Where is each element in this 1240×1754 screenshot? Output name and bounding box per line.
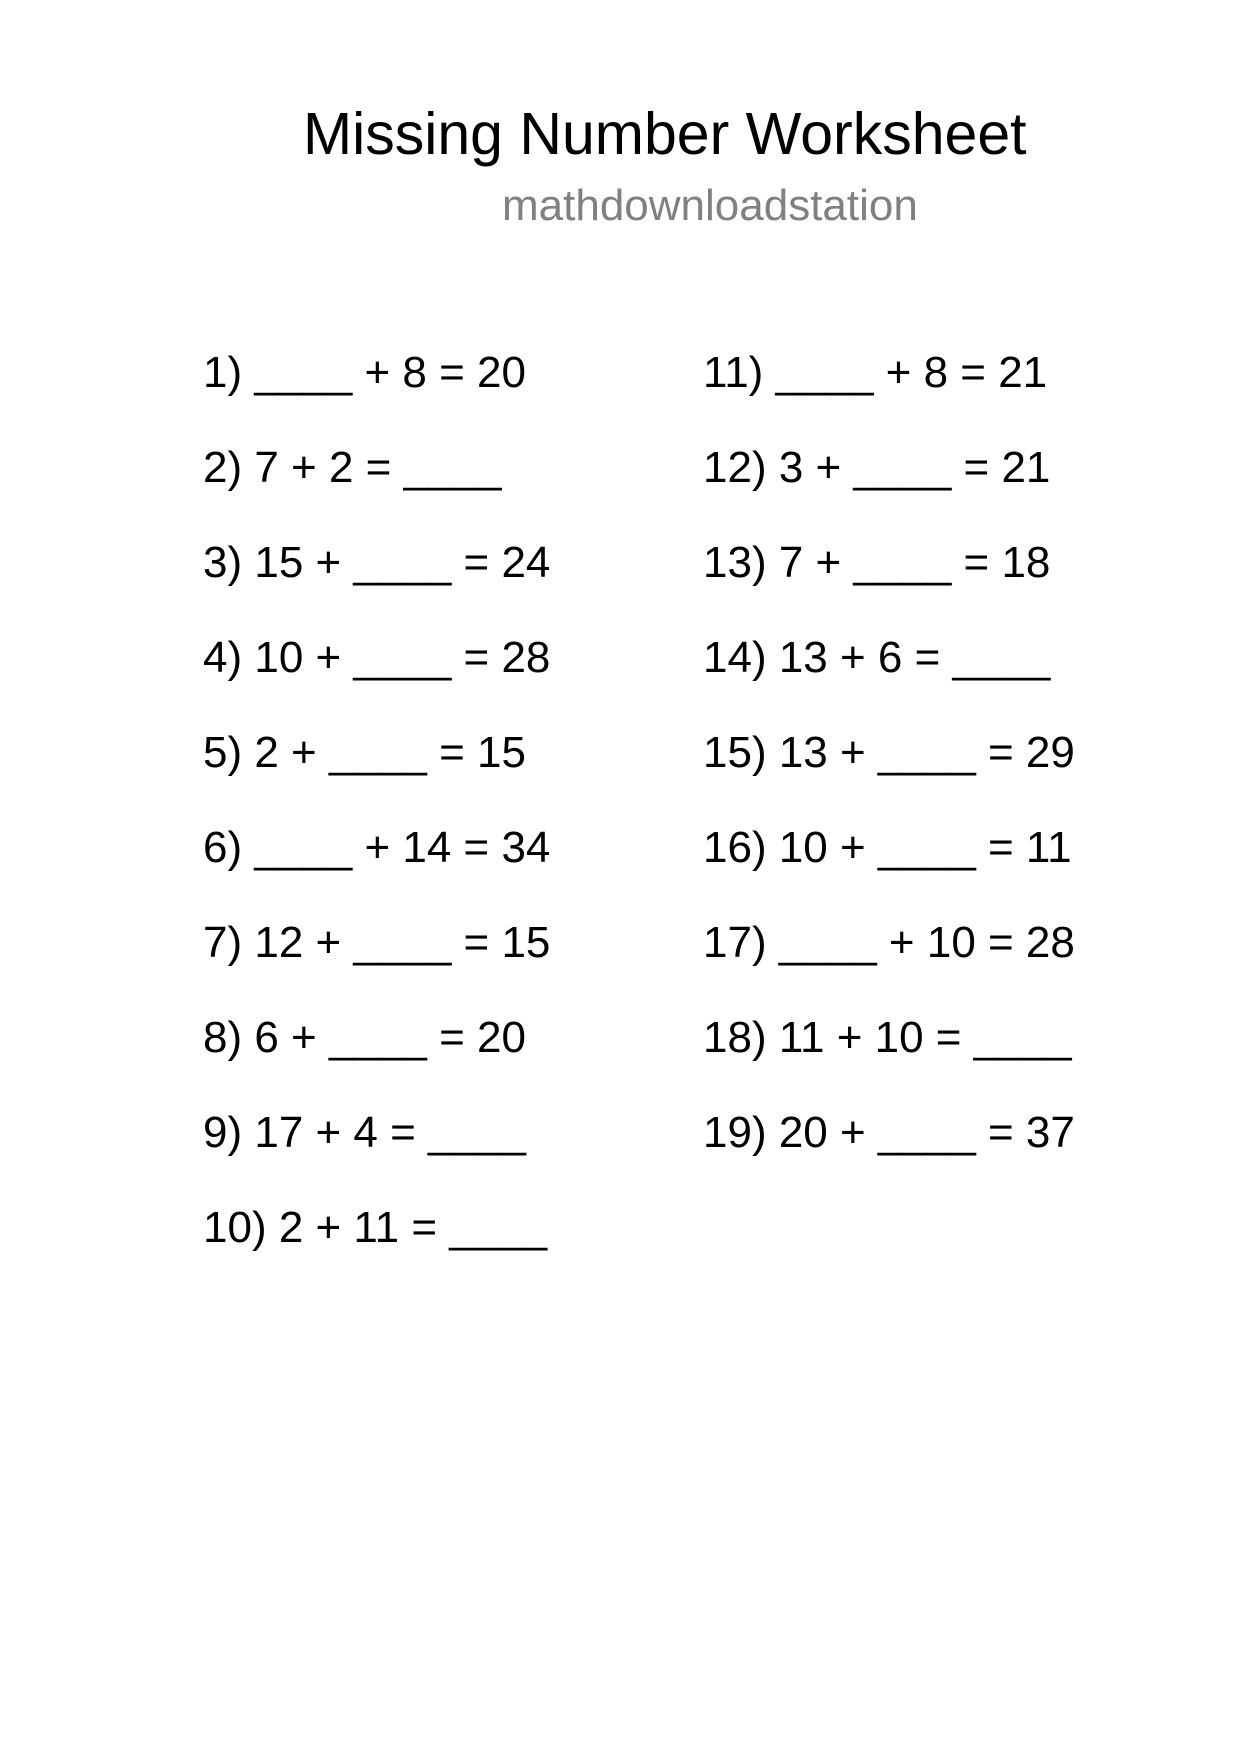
problem-16: 16) 10 + ____ = 11 (703, 823, 1072, 872)
problem-2: 2) 7 + 2 = ____ (203, 443, 502, 492)
problem-19: 19) 20 + ____ = 37 (703, 1108, 1075, 1157)
problem-1: 1) ____ + 8 = 20 (203, 348, 526, 397)
problem-3: 3) 15 + ____ = 24 (203, 538, 551, 587)
problem-11: 11) ____ + 8 = 21 (703, 348, 1048, 397)
problem-5: 5) 2 + ____ = 15 (203, 728, 526, 777)
problem-15: 15) 13 + ____ = 29 (703, 728, 1075, 777)
problem-7: 7) 12 + ____ = 15 (203, 918, 551, 967)
site-credit: mathdownloadstation (502, 181, 918, 230)
problem-8: 8) 6 + ____ = 20 (203, 1013, 526, 1062)
problem-12: 12) 3 + ____ = 21 (703, 443, 1051, 492)
problem-4: 4) 10 + ____ = 28 (203, 633, 551, 682)
problem-6: 6) ____ + 14 = 34 (203, 823, 551, 872)
problem-9: 9) 17 + 4 = ____ (203, 1108, 526, 1157)
problem-14: 14) 13 + 6 = ____ (703, 633, 1051, 682)
problem-10: 10) 2 + 11 = ____ (203, 1203, 548, 1252)
page-title: Missing Number Worksheet (303, 101, 1027, 167)
problem-17: 17) ____ + 10 = 28 (703, 918, 1075, 967)
problem-13: 13) 7 + ____ = 18 (703, 538, 1051, 587)
problem-18: 18) 11 + 10 = ____ (703, 1013, 1072, 1062)
